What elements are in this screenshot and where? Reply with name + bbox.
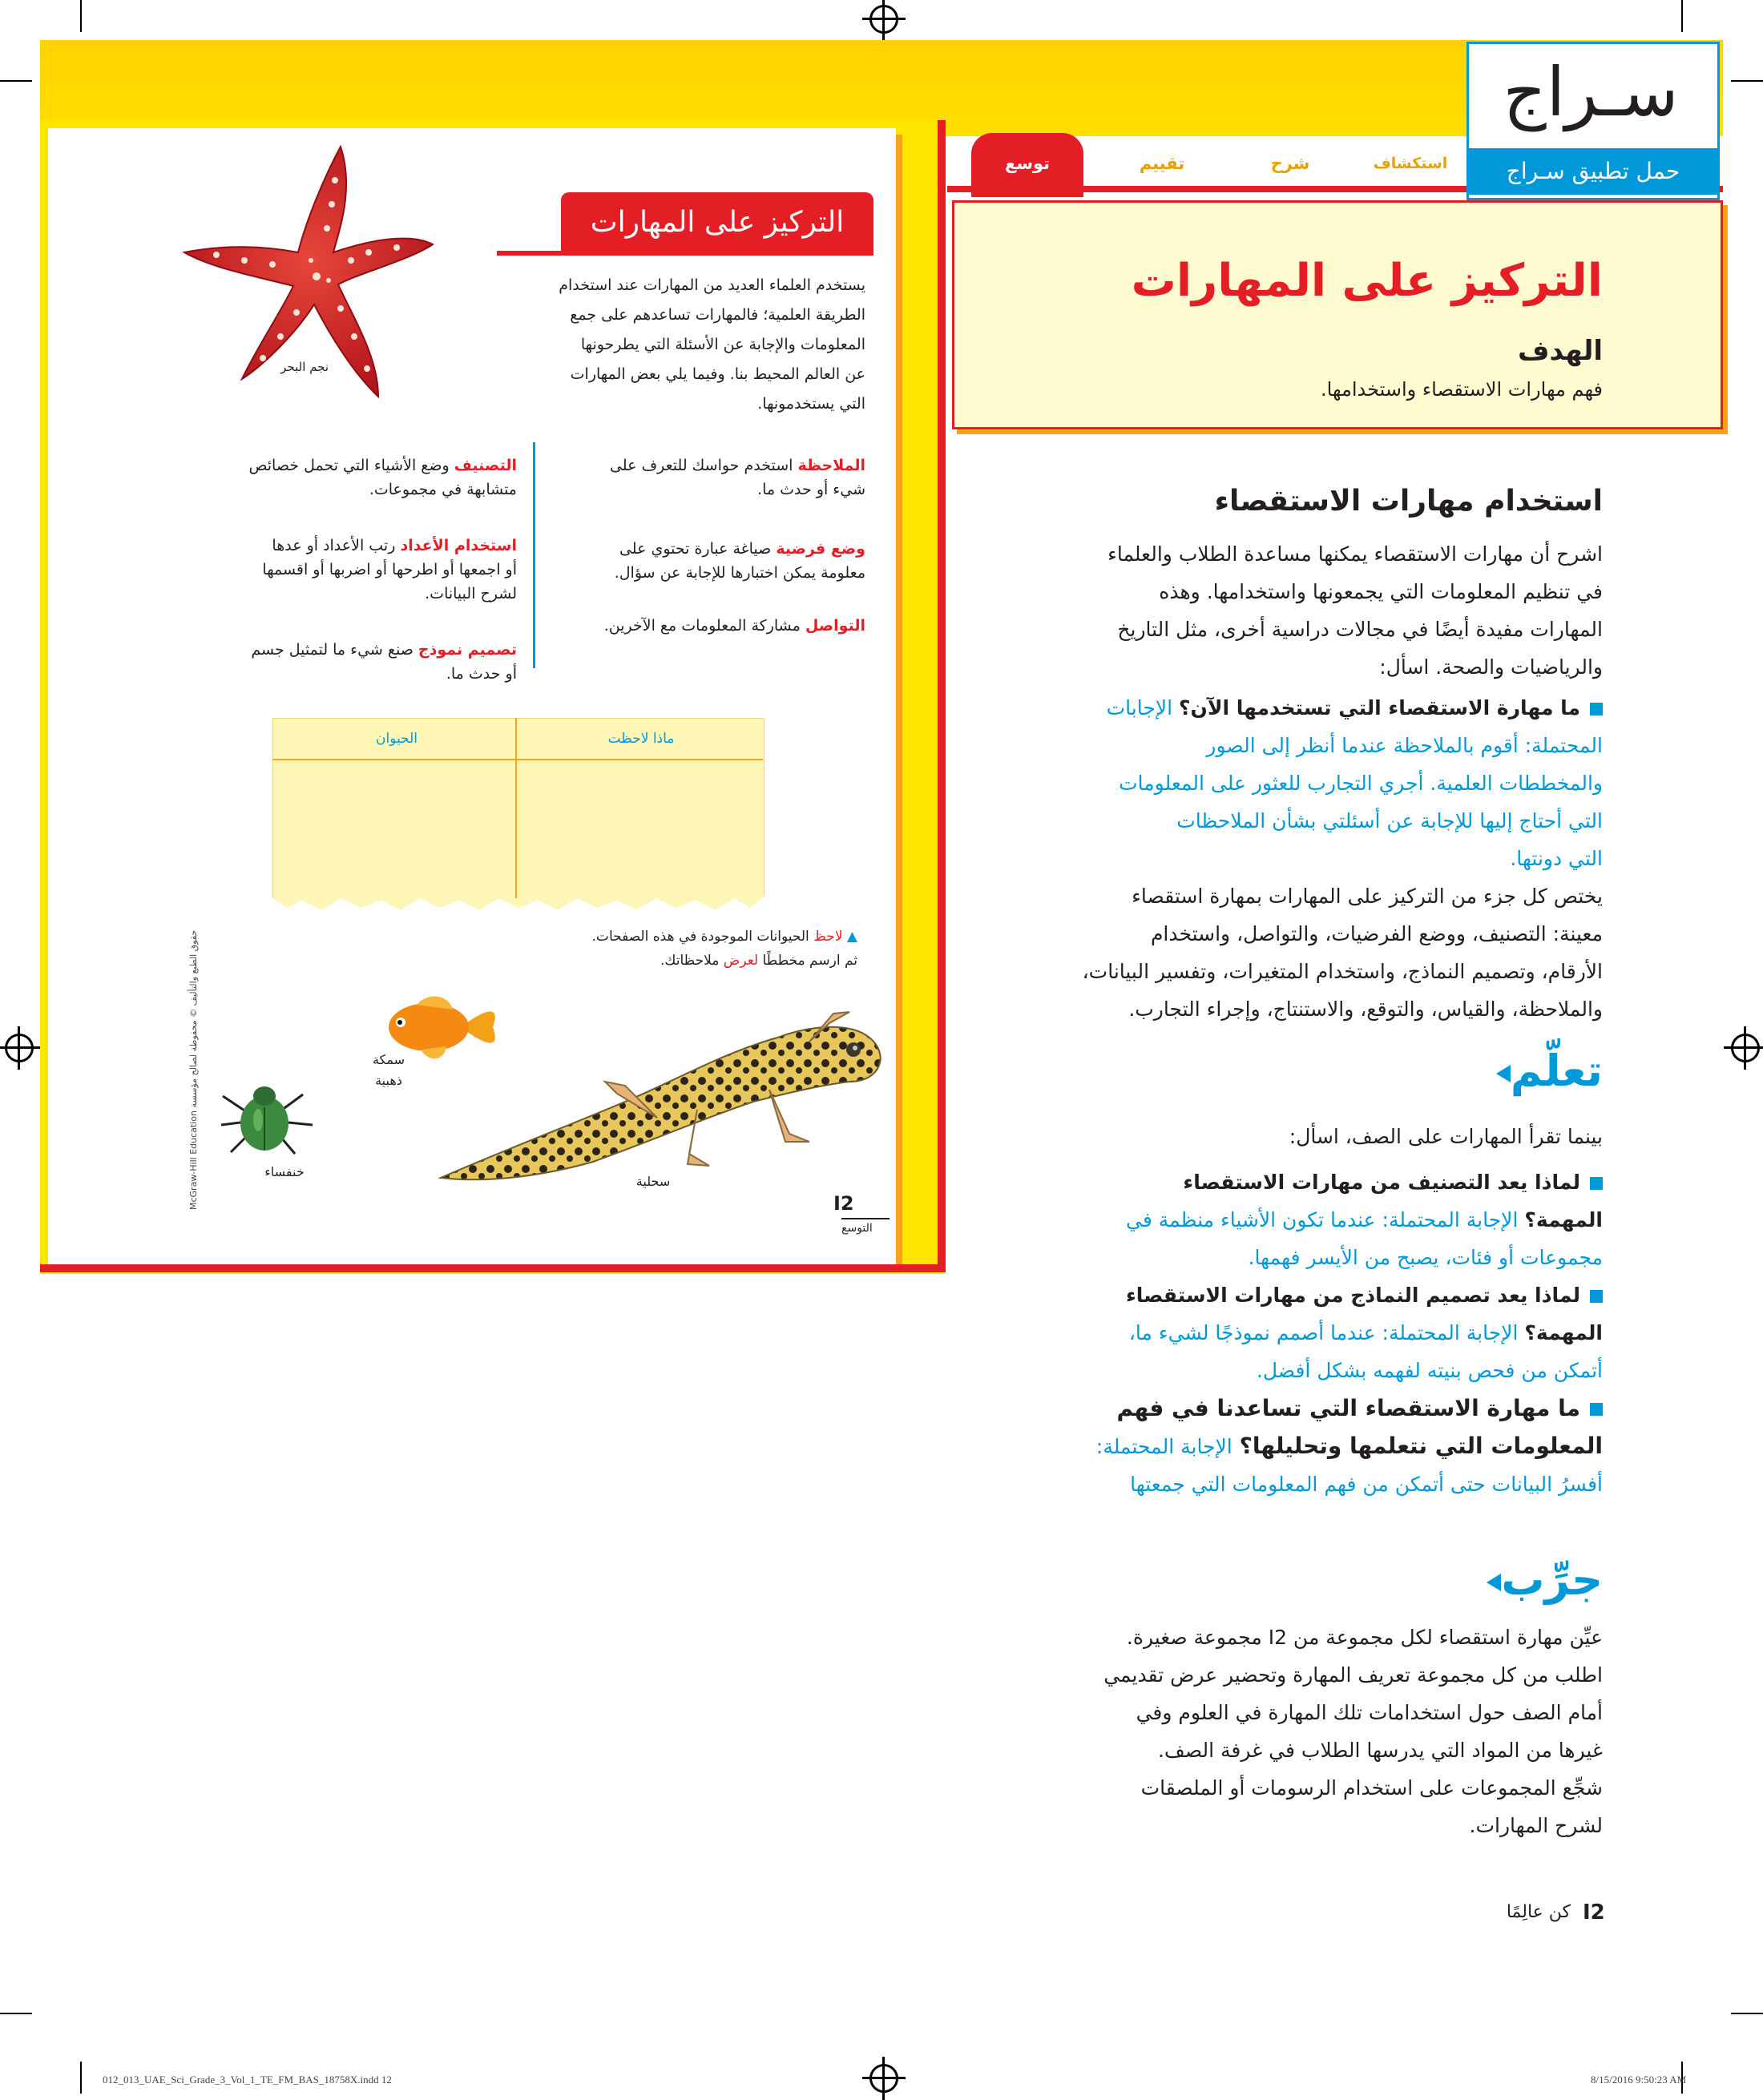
- beetle-image: [215, 1072, 319, 1160]
- answer-text: مجموعات أو فئات، يصبح من الأيسر فهمها.: [1248, 1246, 1603, 1269]
- skill-desc: صياغة عبارة تحتوي على: [619, 540, 772, 558]
- answer-text: الإجابات: [1106, 696, 1173, 719]
- student-page-number: I2: [833, 1192, 854, 1215]
- student-intro: [497, 271, 865, 419]
- table-col-observed: ماذا لاحظت: [607, 731, 675, 747]
- skill-communicate: [553, 614, 865, 638]
- paragraph-line: شجِّع المجموعات على استخدام الرسومات أو الملصقات: [1140, 1776, 1603, 1800]
- answer-text: الإجابة المحتملة: عندما تكون الأشياء منظمة في: [1126, 1208, 1519, 1231]
- intro-line: عن العالم المحيط بنا. وفيما يلي بعض المهارات: [570, 365, 865, 383]
- goldfish-caption: [365, 1050, 413, 1091]
- observe-instruction: [361, 925, 857, 973]
- crop-mark: [0, 2013, 32, 2014]
- answer-text: الإجابة المحتملة: عندما أصمم نموذجًا لشيء ما،: [1128, 1321, 1519, 1344]
- learn-heading-text: تعلّم: [1510, 1046, 1603, 1096]
- intro-line: المعلومات والإجابة عن الأسئلة التي يطرحونها: [580, 336, 865, 353]
- skill-term: الملاحظة: [797, 457, 865, 474]
- student-page-title: التركيز على المهارات: [561, 192, 873, 252]
- answer-text: المحتملة: أقوم بالملاحظة عندما أنظر إلى الصور: [1206, 734, 1603, 757]
- date-slug: 8/15/2016 9:50:23 AM: [1591, 2074, 1687, 2086]
- paragraph-line: الأرقام، وتصميم النماذج، واستخدام المتغيرات، وتفسير البيانات،: [1082, 960, 1603, 983]
- section-inquiry-paragraph-2: [1010, 877, 1603, 1028]
- instruction-text: ثم ارسم مخططًا: [762, 953, 857, 969]
- table-col-animal: الحيوان: [376, 731, 418, 747]
- goldfish-caption-line: سمكة: [372, 1052, 405, 1067]
- bullet-icon: [1590, 1290, 1603, 1303]
- skill-classify: [196, 453, 517, 502]
- paragraph-line: المهارات مفيدة أيضًا في مجالات دراسية أخرى، مثل التاريخ: [1117, 618, 1603, 641]
- instruction-verb: لاحظ: [813, 929, 843, 945]
- paragraph-line: أمام الصف حول استخدامات تلك المهارة في العلوم وفي: [1136, 1701, 1603, 1724]
- observation-table: [272, 718, 765, 912]
- beetle-caption: خنفساء: [264, 1164, 305, 1179]
- section-inquiry-paragraph: [1010, 535, 1603, 686]
- skill-desc: لشرح البيانات.: [425, 585, 517, 603]
- objective-text: فهم مهارات الاستقصاء واستخدامها.: [1321, 378, 1603, 401]
- crop-mark: [1731, 80, 1763, 82]
- skill-desc: صنع شيء ما لتمثيل جسم: [251, 641, 414, 659]
- skill-hypothesis: [553, 537, 865, 585]
- siraj-logo-word: سـراج: [1503, 53, 1679, 131]
- registration-mark: [1731, 1034, 1760, 1062]
- question-text: ما مهارة الاستقصاء التي تساعدنا في فهم: [1116, 1395, 1580, 1421]
- skill-desc: أو اجمعها أو اطرحها أو اضربها أو اقسمها: [262, 561, 517, 578]
- file-slug: 012_013_UAE_Sci_Grade_3_Vol_1_TE_FM_BAS_18758X.indd 12: [103, 2074, 392, 2086]
- bullet-icon: [1590, 1403, 1603, 1416]
- paragraph-line: والملاحظة، والقياس، والتوقع، والاستنتاج، وإجراء التجارب.: [1128, 998, 1603, 1021]
- skill-model: [196, 638, 517, 686]
- question-text: لماذا يعد تصميم النماذج من مهارات الاستقصاء: [1125, 1284, 1580, 1307]
- student-page-bottom-rule: [40, 1264, 946, 1272]
- skill-desc: متشابهة في مجموعات.: [369, 481, 517, 498]
- bullet-icon: [1590, 1177, 1603, 1190]
- learn-question-1: [1010, 1163, 1603, 1276]
- crop-mark: [1731, 2013, 1763, 2014]
- tab-evaluate[interactable]: تقييم: [1139, 154, 1185, 173]
- try-heading-text: جرِّب: [1501, 1554, 1603, 1605]
- skills-divider: [533, 442, 535, 668]
- skill-term: التصنيف: [454, 457, 517, 474]
- triangle-icon: [1496, 1065, 1511, 1082]
- learn-intro: بينما تقرأ المهارات على الصف، اسأل:: [1289, 1125, 1603, 1148]
- student-title-underline: [497, 251, 873, 256]
- teacher-page-number: I2: [1583, 1900, 1605, 1925]
- crop-mark: [80, 2062, 82, 2094]
- instruction-highlight: لعرض: [723, 953, 759, 969]
- try-paragraph: [1010, 1618, 1603, 1844]
- bullet-icon: [1590, 703, 1603, 715]
- skill-term: استخدام الأعداد: [400, 537, 517, 554]
- table-header-line: [272, 759, 763, 760]
- learn-question-3: [1010, 1389, 1603, 1503]
- answer-text: التي دونتها.: [1510, 847, 1603, 870]
- paragraph-line: اطلب من كل مجموعة تعريف المهارة وتحضير عرض تقديمي: [1103, 1663, 1603, 1687]
- registration-mark: [869, 2064, 898, 2093]
- registration-mark: [5, 1034, 34, 1062]
- skill-desc: مشاركة المعلومات مع الآخرين.: [603, 617, 801, 635]
- skill-desc: رتب الأعداد أو عدها: [272, 537, 396, 554]
- section-inquiry-heading: استخدام مهارات الاستقصاء: [1214, 485, 1603, 518]
- paragraph-line: اشرح أن مهارات الاستقصاء يمكنها مساعدة الطلاب والعلماء: [1107, 542, 1603, 566]
- paragraph-line: معينة: التصنيف، ووضع الفرضيات، والتواصل، واستخدام: [1150, 922, 1603, 945]
- teacher-title: التركيز على المهارات: [1131, 255, 1603, 307]
- intro-line: يستخدم العلماء العديد من المهارات عند استخدام: [559, 276, 865, 294]
- teacher-footer-label: كن عالِمًا: [1506, 1902, 1571, 1922]
- starfish-caption: نجم البحر: [280, 360, 329, 374]
- crop-mark: [1681, 0, 1683, 32]
- paragraph-line: عيِّن مهارة استقصاء لكل مجموعة من I2 مجموعة صغيرة.: [1126, 1626, 1603, 1649]
- skill-term: تصميم نموذج: [418, 641, 517, 659]
- skill-desc: معلومة يمكن اختبارها للإجابة عن سؤال.: [614, 564, 865, 582]
- skill-term: وضع فرضية: [776, 540, 865, 558]
- student-page-side-rule: [938, 120, 946, 1272]
- skill-desc: أو حدث ما.: [446, 665, 517, 683]
- triangle-icon: ▲: [846, 929, 857, 945]
- crop-mark: [0, 80, 32, 82]
- paragraph-line: يختص كل جزء من التركيز على المهارات بمهارة استقصاء: [1132, 885, 1603, 908]
- question-text: لماذا يعد التصنيف من مهارات الاستقصاء: [1183, 1171, 1580, 1194]
- answer-text: الإجابة المحتملة:: [1095, 1435, 1232, 1458]
- skill-numbers: [196, 534, 517, 606]
- intro-line: التي يستخدمونها.: [757, 395, 865, 413]
- siraj-app-strip[interactable]: حمل تطبيق سـراج: [1466, 148, 1720, 195]
- answer-text: والمخططات العلمية. أجري التجارب للعثور على المعلومات: [1119, 772, 1603, 795]
- paragraph-line: غيرها من المواد التي يدرسها الطلاب في غرفة الصف.: [1157, 1739, 1603, 1762]
- student-page-label: التوسع: [841, 1222, 873, 1235]
- tab-explain[interactable]: شرح: [1270, 154, 1310, 173]
- try-heading: [1477, 1554, 1603, 1605]
- instruction-text: ملاحظاتك.: [660, 953, 720, 969]
- skill-observe: [553, 453, 865, 502]
- question-1: [1010, 689, 1603, 877]
- triangle-icon: [1487, 1574, 1501, 1591]
- paragraph-line: في تنظيم المعلومات التي يجمعونها واستخدامها. وهذه: [1159, 580, 1603, 603]
- gecko-caption: سحلية: [635, 1174, 671, 1189]
- crop-mark: [80, 0, 82, 32]
- question-text: ما مهارة الاستقصاء التي تستخدمها الآن؟: [1178, 696, 1580, 719]
- paragraph-line: لشرح المهارات.: [1469, 1814, 1603, 1837]
- registration-mark: [869, 5, 898, 34]
- skill-term: التواصل: [805, 617, 865, 635]
- intro-line: الطريقة العلمية؛ فالمهارات تساعدهم على جمع: [570, 306, 865, 324]
- copyright-credit: McGraw-Hill Education حقوق الطبع والتأليف © محفوظة لصالح مؤسسة: [188, 929, 199, 1210]
- tab-expand[interactable]: توسع: [971, 133, 1083, 197]
- paragraph-line: والرياضيات والصحة. اسأل:: [1379, 655, 1603, 679]
- learn-question-2: [1010, 1276, 1603, 1389]
- answer-text: أتمكن من فحص بنيته لفهمه بشكل أفضل.: [1256, 1359, 1603, 1382]
- answer-text: التي أحتاج إليها للإجابة عن أسئلتي بشأن الملاحظات: [1176, 809, 1603, 832]
- goldfish-caption-line: ذهبية: [375, 1073, 402, 1088]
- answer-text: أفسرُ البيانات حتى أتمكن من فهم المعلومات التي جمعتها: [1130, 1473, 1603, 1496]
- skill-desc: شيء أو حدث ما.: [757, 481, 865, 498]
- tab-explore[interactable]: استكشاف: [1373, 155, 1448, 172]
- question-text: المهمة؟: [1524, 1208, 1603, 1231]
- question-text: المعلومات التي نتعلمها وتحليلها؟: [1239, 1433, 1603, 1459]
- skill-desc: وضع الأشياء التي تحمل خصائص: [248, 457, 450, 474]
- learn-heading: [1487, 1046, 1603, 1096]
- skill-desc: استخدم حواسك للتعرف على: [609, 457, 793, 474]
- instruction-text: الحيوانات الموجودة في هذه الصفحات.: [591, 929, 809, 945]
- gecko-image: [433, 1006, 898, 1190]
- objective-label: الهدف: [1517, 335, 1603, 367]
- question-text: المهمة؟: [1524, 1321, 1603, 1344]
